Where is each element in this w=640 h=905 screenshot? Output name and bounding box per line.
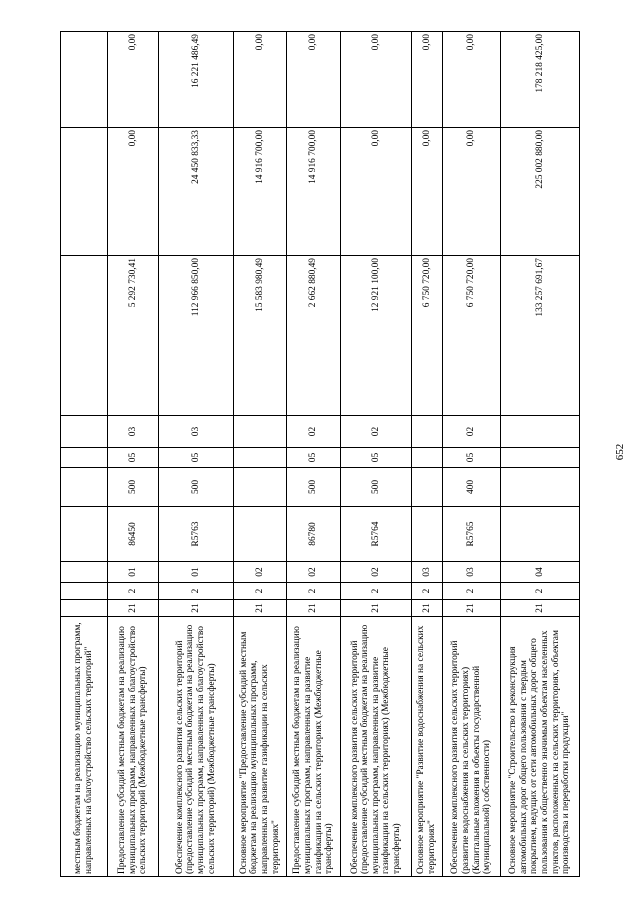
amount-cell: 178 218 425,00 <box>501 32 580 128</box>
code-cell: 03 <box>412 562 443 583</box>
code-cell: 05 <box>443 448 501 468</box>
budget-table <box>60 31 580 877</box>
amount-cell: 0,00 <box>108 32 159 128</box>
code-cell <box>412 416 443 448</box>
code-cell <box>61 416 108 448</box>
code-cell: 2 <box>234 583 287 600</box>
code-cell <box>61 562 108 583</box>
program-name-cell: местным бюджетам на реализацию муниципальных программ, направленных на благоустройство сельских территорий" <box>61 617 108 877</box>
amount-cell: 0,00 <box>443 32 501 128</box>
code-cell <box>61 507 108 562</box>
amount-cell: 0,00 <box>287 32 341 128</box>
code-cell: 21 <box>108 600 159 617</box>
code-cell: 500 <box>159 468 234 507</box>
code-cell: 2 <box>412 583 443 600</box>
amount-cell: 0,00 <box>412 128 443 256</box>
amount-cell <box>61 32 108 128</box>
code-cell <box>234 416 287 448</box>
amount-cell: 12 921 100,00 <box>341 256 412 416</box>
code-cell: 02 <box>234 562 287 583</box>
code-cell: R5764 <box>341 507 412 562</box>
code-cell: 03 <box>108 416 159 448</box>
code-cell: 21 <box>443 600 501 617</box>
table-row <box>108 32 159 877</box>
amount-cell: 14 916 700,00 <box>287 128 341 256</box>
amount-cell <box>61 128 108 256</box>
program-name-cell: Обеспечение комплексного развития сельских территорий (предоставление субсидий местным бюджетам на реализацию муниципальных программ, направленных на развитие газификации на сельских территориях) (Межбюджетные трансферты) <box>341 617 412 877</box>
code-cell: 2 <box>287 583 341 600</box>
code-cell: 04 <box>501 562 580 583</box>
code-cell <box>412 468 443 507</box>
table-row <box>159 32 234 877</box>
amount-cell: 6 750 720,00 <box>443 256 501 416</box>
table-row <box>501 32 580 877</box>
code-cell: 02 <box>341 562 412 583</box>
amount-cell: 0,00 <box>108 128 159 256</box>
code-cell <box>234 507 287 562</box>
code-cell <box>61 583 108 600</box>
code-cell: 21 <box>287 600 341 617</box>
code-cell: 21 <box>341 600 412 617</box>
code-cell <box>61 468 108 507</box>
code-cell <box>501 448 580 468</box>
code-cell: 05 <box>341 448 412 468</box>
code-cell <box>412 448 443 468</box>
code-cell: 02 <box>443 416 501 448</box>
code-cell: 21 <box>412 600 443 617</box>
table-row <box>61 32 108 877</box>
amount-cell: 0,00 <box>443 128 501 256</box>
code-cell: 02 <box>341 416 412 448</box>
code-cell <box>501 468 580 507</box>
table-row <box>234 32 287 877</box>
amount-cell: 24 450 833,33 <box>159 128 234 256</box>
program-name-cell: Основное мероприятие "Развитие водоснабжения на сельских территориях" <box>412 617 443 877</box>
code-cell: 400 <box>443 468 501 507</box>
code-cell: 2 <box>159 583 234 600</box>
amount-cell: 225 002 880,00 <box>501 128 580 256</box>
code-cell: 2 <box>341 583 412 600</box>
code-cell <box>61 600 108 617</box>
amount-cell: 16 221 486,49 <box>159 32 234 128</box>
code-cell <box>61 448 108 468</box>
table-body <box>61 32 580 877</box>
amount-cell: 112 966 850,00 <box>159 256 234 416</box>
code-cell: 02 <box>287 416 341 448</box>
code-cell: 86450 <box>108 507 159 562</box>
code-cell: 86780 <box>287 507 341 562</box>
code-cell: 05 <box>287 448 341 468</box>
code-cell: 01 <box>108 562 159 583</box>
code-cell: 03 <box>443 562 501 583</box>
code-cell: 21 <box>159 600 234 617</box>
code-cell <box>234 448 287 468</box>
amount-cell: 14 916 700,00 <box>234 128 287 256</box>
program-name-cell: Предоставление субсидий местным бюджетам на реализацию муниципальных программ, направленных на развитие газификации на сельских территориях (Межбюджетные трансферты) <box>287 617 341 877</box>
amount-cell: 6 750 720,00 <box>412 256 443 416</box>
table-row <box>443 32 501 877</box>
code-cell: 21 <box>234 600 287 617</box>
amount-cell: 0,00 <box>341 32 412 128</box>
amount-cell: 5 292 730,41 <box>108 256 159 416</box>
code-cell: 03 <box>159 416 234 448</box>
code-cell: 05 <box>108 448 159 468</box>
code-cell: 2 <box>443 583 501 600</box>
amount-cell: 2 662 880,49 <box>287 256 341 416</box>
code-cell: 02 <box>287 562 341 583</box>
program-name-cell: Обеспечение комплексного развития сельских территорий (предоставление субсидий местным бюджетам на реализацию муниципальных программ, направленных на благоустройство сельских территорий) (Межбюджетные трансферты) <box>159 617 234 877</box>
code-cell: 2 <box>108 583 159 600</box>
amount-cell: 15 583 980,49 <box>234 256 287 416</box>
code-cell <box>412 507 443 562</box>
code-cell: R5765 <box>443 507 501 562</box>
code-cell: R5763 <box>159 507 234 562</box>
page-number: 652 <box>614 443 626 461</box>
code-cell: 05 <box>159 448 234 468</box>
amount-cell <box>61 256 108 416</box>
program-name-cell: Предоставление субсидий местным бюджетам на реализацию муниципальных программ, направленных на благоустройство сельских территорий (Межбюджетные трансферты) <box>108 617 159 877</box>
code-cell <box>501 416 580 448</box>
amount-cell: 133 257 691,67 <box>501 256 580 416</box>
rotated-table-container <box>60 32 580 877</box>
code-cell <box>234 468 287 507</box>
table-row <box>341 32 412 877</box>
program-name-cell: Обеспечение комплексного развития сельских территорий (развитие водоснабжения на сельских территориях) (Капитальные вложения в объекты государственной (муниципальной) собственности) <box>443 617 501 877</box>
table-row <box>287 32 341 877</box>
amount-cell: 0,00 <box>341 128 412 256</box>
code-cell: 500 <box>287 468 341 507</box>
amount-cell: 0,00 <box>234 32 287 128</box>
program-name-cell: Основное мероприятие "Строительство и реконструкция автомобильных дорог общего пользования с твердым покрытием, ведущих от сети автомобильных дорог общего пользования к общественно значимым объектам населенных пунктов, расположенных на сельских территориях, объектам производства и переработки продукции" <box>501 617 580 877</box>
code-cell: 2 <box>501 583 580 600</box>
program-name-cell: Основное мероприятие "Предоставление субсидий местным бюджетам на реализацию муниципальных программ, направленных на развитие газификации на сельских территориях" <box>234 617 287 877</box>
amount-cell: 0,00 <box>412 32 443 128</box>
code-cell <box>501 507 580 562</box>
code-cell: 21 <box>501 600 580 617</box>
code-cell: 01 <box>159 562 234 583</box>
code-cell: 500 <box>108 468 159 507</box>
table-row <box>412 32 443 877</box>
code-cell: 500 <box>341 468 412 507</box>
